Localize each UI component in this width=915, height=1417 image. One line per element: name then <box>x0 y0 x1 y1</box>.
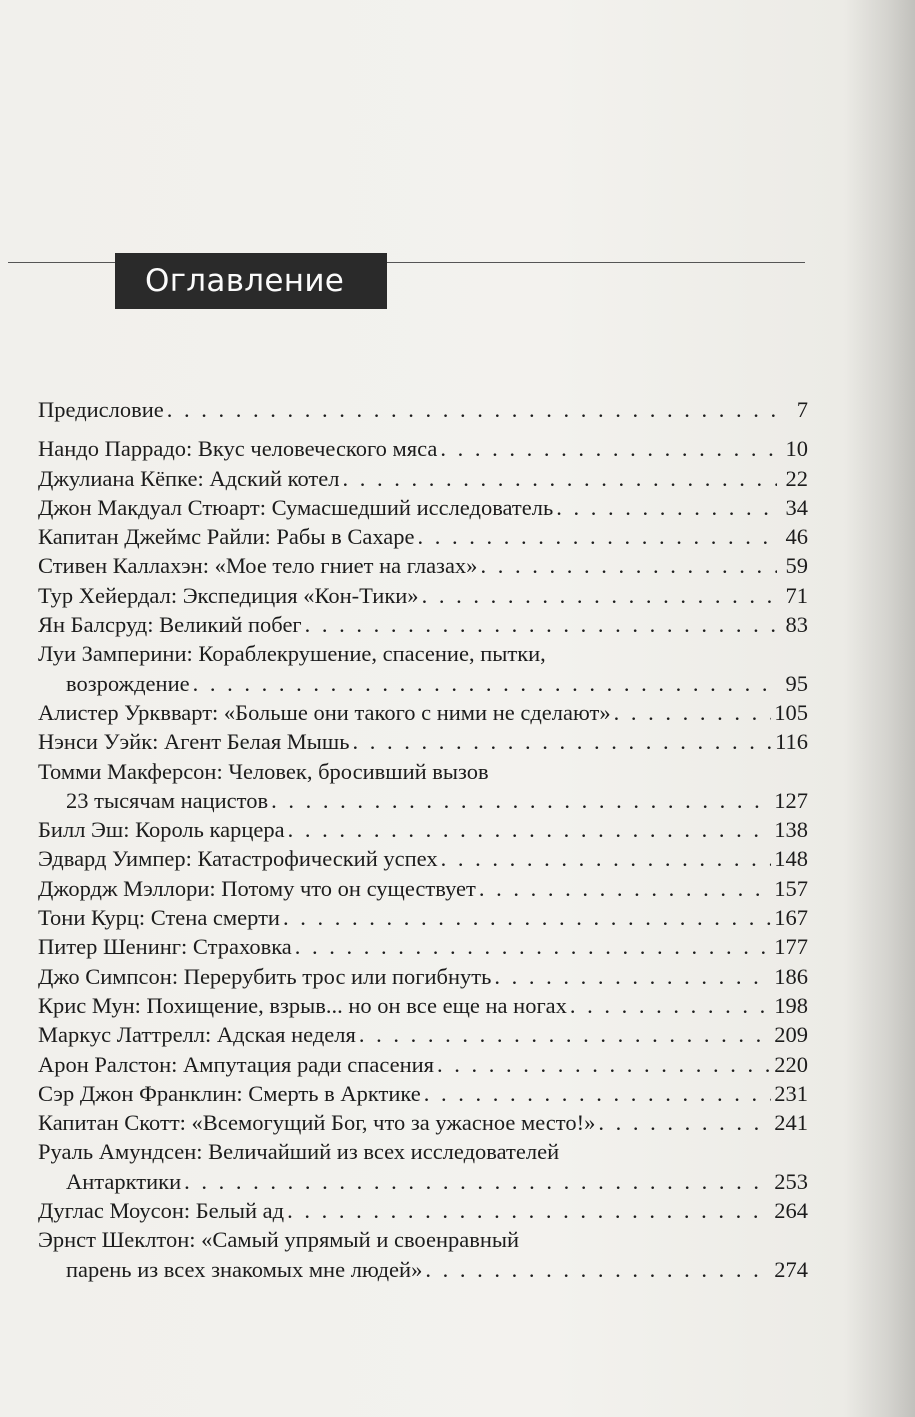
toc-entry-line <box>38 1108 808 1137</box>
toc-entry-title: Крис Мун: Похищение, взрыв... но он все еще на ногах <box>38 992 567 1018</box>
dot-leader <box>283 903 771 932</box>
toc-entry-title: Джо Симпсон: Перерубить трос или погибнуть <box>38 963 492 989</box>
toc-entry-line <box>38 639 808 668</box>
toc-entry <box>38 874 808 903</box>
dot-leader <box>167 395 777 424</box>
toc-entry-line <box>38 1020 808 1049</box>
toc-page-number: 71 <box>785 582 808 608</box>
toc-entry-title: Руаль Амундсен: Величайший из всех исследователей <box>38 1139 560 1165</box>
toc-entry-line <box>38 815 808 844</box>
dot-leader <box>556 493 777 522</box>
toc-entry-title: Нэнси Уэйк: Агент Белая Мышь <box>38 729 350 755</box>
toc-entry-title: Тур Хейердал: Экспедиция «Кон-Тики» <box>38 582 419 608</box>
toc-page-number: 95 <box>785 670 808 696</box>
toc-entry-title: Луи Замперини: Кораблекрушение, спасение, пытки, <box>38 641 546 667</box>
toc-page-number: 274 <box>774 1256 808 1282</box>
toc-page-number: 116 <box>775 729 808 755</box>
toc-entry-title: Билл Эш: Король карцера <box>38 817 285 843</box>
toc-page-number: 220 <box>774 1051 808 1077</box>
dot-leader <box>418 522 777 551</box>
toc-page-number: 198 <box>774 992 808 1018</box>
toc-entry-title: Маркус Латтрелл: Адская неделя <box>38 1022 356 1048</box>
dot-leader <box>342 464 777 493</box>
dot-leader <box>614 698 772 727</box>
toc-entry-title: Стивен Каллахэн: «Мое тело гниет на глазах» <box>38 553 478 579</box>
toc-page-number: 264 <box>774 1198 808 1224</box>
toc-entry-title: 23 тысячам нацистов <box>66 787 269 813</box>
toc-entry-title: Эрнст Шеклтон: «Самый упрямый и своенравный <box>38 1227 520 1253</box>
dot-leader <box>479 874 771 903</box>
toc-entry-title: Джордж Мэллори: Потому что он существует <box>38 875 476 901</box>
toc-entry-line <box>38 962 808 991</box>
toc-entry <box>38 1108 808 1137</box>
toc-entry-title: Сэр Джон Франклин: Смерть в Арктике <box>38 1080 421 1106</box>
toc-page-number: 10 <box>785 436 808 462</box>
toc-entry-title: Питер Шенинг: Страховка <box>38 934 292 960</box>
toc-entry-line <box>38 932 808 961</box>
toc-entry <box>38 1079 808 1108</box>
toc-entry-title: Джон Макдуал Стюарт: Сумасшедший исследователь <box>38 494 554 520</box>
toc-entry-line <box>38 1050 808 1079</box>
dot-leader <box>287 1196 771 1225</box>
toc-entry-line <box>38 581 808 610</box>
toc-entry-title: парень из всех знакомых мне людей» <box>66 1256 423 1282</box>
toc-entry <box>38 395 808 424</box>
toc-page-number: 231 <box>774 1080 808 1106</box>
toc-entry-title: Дуглас Моусон: Белый ад <box>38 1198 285 1224</box>
toc-entry-title: Томми Макферсон: Человек, бросивший вызов <box>38 758 489 784</box>
toc-page-number: 138 <box>774 817 808 843</box>
toc-page-number: 34 <box>785 494 808 520</box>
dot-leader <box>437 1050 771 1079</box>
toc-entry <box>38 639 808 698</box>
toc-entry-title: возрождение <box>66 670 190 696</box>
toc-entry <box>38 1196 808 1225</box>
dot-leader <box>271 786 771 815</box>
toc-entry-title: Капитан Скотт: «Всемогущий Бог, что за ужасное место!» <box>38 1110 596 1136</box>
toc-entry <box>38 434 808 463</box>
toc-entry-line <box>38 1079 808 1108</box>
toc-entry-line <box>38 464 808 493</box>
dot-leader <box>353 727 773 756</box>
toc-entry <box>38 551 808 580</box>
toc-entry-line <box>38 669 808 698</box>
toc-entry-title: Предисловие <box>38 397 164 422</box>
toc-entry <box>38 815 808 844</box>
toc-entry-title: Капитан Джеймс Райли: Рабы в Сахаре <box>38 524 415 550</box>
toc-entry <box>38 698 808 727</box>
toc-page-number: 241 <box>774 1110 808 1136</box>
toc-entry-title: Алистер Урквварт: «Больше они такого с ними не сделают» <box>38 699 611 725</box>
dot-leader <box>570 991 771 1020</box>
toc-entry <box>38 962 808 991</box>
toc-page-number: 186 <box>774 963 808 989</box>
dot-leader <box>193 669 777 698</box>
toc-entry-line <box>38 698 808 727</box>
toc-entry-title: Ян Балсруд: Великий побег <box>38 612 302 638</box>
toc-entry-line <box>38 493 808 522</box>
toc-entry-line <box>38 991 808 1020</box>
toc-entry <box>38 757 808 816</box>
toc-entry-title: Антарктики <box>66 1168 182 1194</box>
toc-entry-line <box>38 434 808 463</box>
toc-entry-line <box>38 1137 808 1166</box>
toc-page-number: 105 <box>774 699 808 725</box>
toc-entry-line <box>38 874 808 903</box>
toc-page-number: 22 <box>785 465 808 491</box>
dot-leader <box>598 1108 771 1137</box>
dot-leader <box>425 1255 771 1284</box>
toc-entry <box>38 1137 808 1196</box>
toc-entry-line <box>38 1196 808 1225</box>
dot-leader <box>295 932 771 961</box>
toc-entry <box>38 610 808 639</box>
dot-leader <box>441 844 772 873</box>
toc-entry <box>38 464 808 493</box>
toc-entry <box>38 1050 808 1079</box>
toc-entry-line <box>38 1167 808 1196</box>
toc-entry-title: Тони Курц: Стена смерти <box>38 905 280 931</box>
toc-entry <box>38 932 808 961</box>
dot-leader <box>184 1167 771 1196</box>
dot-leader <box>424 1079 771 1108</box>
dot-leader <box>288 815 772 844</box>
toc-entry <box>38 1225 808 1284</box>
toc-entry-line <box>38 395 808 424</box>
toc-heading: Оглавление <box>115 253 387 309</box>
toc-entry <box>38 581 808 610</box>
toc-entry-line <box>38 1255 808 1284</box>
toc-entry-line <box>38 1225 808 1254</box>
toc-page-number: 157 <box>774 875 808 901</box>
toc-entry-line <box>38 522 808 551</box>
dot-leader <box>422 581 777 610</box>
toc-entry-title: Арон Ралстон: Ампутация ради спасения <box>38 1051 435 1077</box>
toc-entry <box>38 522 808 551</box>
spine-shadow <box>845 0 915 1417</box>
dot-leader <box>440 434 777 463</box>
toc-page-number: 83 <box>785 612 808 638</box>
toc-entry <box>38 903 808 932</box>
toc-page-number: 209 <box>774 1022 808 1048</box>
toc-page-number: 177 <box>774 934 808 960</box>
toc-entry-line <box>38 551 808 580</box>
toc-entry-line <box>38 610 808 639</box>
toc-entry-line <box>38 786 808 815</box>
toc-page-number: 253 <box>774 1168 808 1194</box>
dot-leader <box>305 610 777 639</box>
dot-leader <box>480 551 777 580</box>
toc-entry-line <box>38 903 808 932</box>
toc-page-number: 7 <box>796 397 808 422</box>
toc-entry <box>38 727 808 756</box>
toc-entry-title: Джулиана Кёпке: Адский котел <box>38 465 340 491</box>
toc-entry-title: Нандо Паррадо: Вкус человеческого мяса <box>38 436 438 462</box>
toc-entry-title: Эдвард Уимпер: Катастрофический успех <box>38 846 438 872</box>
toc-entry <box>38 1020 808 1049</box>
toc-entry <box>38 493 808 522</box>
toc-entry-line <box>38 757 808 786</box>
toc-entry <box>38 844 808 873</box>
toc-entry <box>38 991 808 1020</box>
toc-page-number: 59 <box>785 553 808 579</box>
toc-page-number: 127 <box>774 787 808 813</box>
dot-leader <box>494 962 771 991</box>
toc-page-number: 148 <box>774 846 808 872</box>
dot-leader <box>359 1020 771 1049</box>
toc-page-number: 167 <box>774 905 808 931</box>
toc-entry-line <box>38 727 808 756</box>
table-of-contents <box>38 395 808 1284</box>
toc-page-number: 46 <box>785 524 808 550</box>
toc-entry-line <box>38 844 808 873</box>
